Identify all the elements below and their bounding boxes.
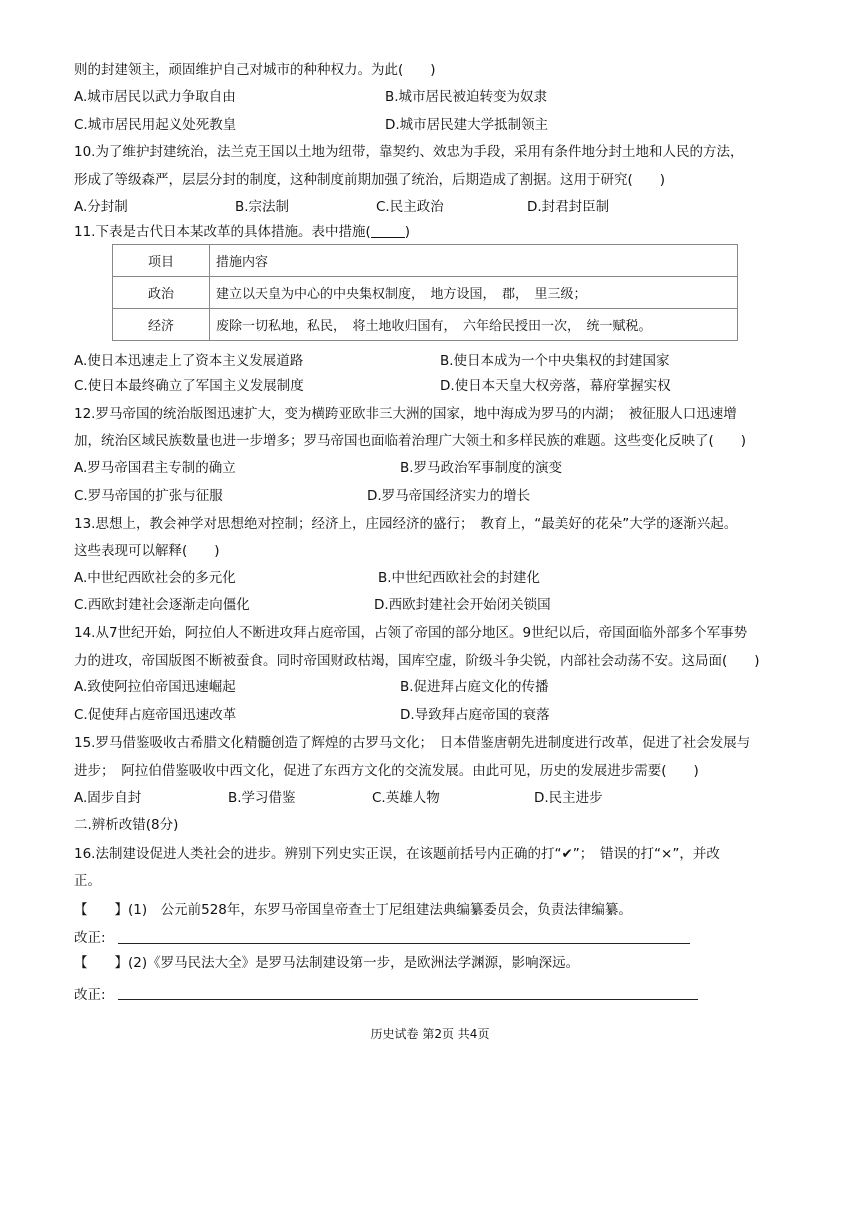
q10-stem-line2: 形成了等级森严，层层分封的制度，这种制度前期加强了统治，后期造成了割据。这用于研究( ): [74, 172, 666, 188]
q10-option-c: C.民主政治: [376, 199, 444, 215]
q13-stem-line2: 这些表现可以解释( ): [74, 543, 220, 559]
q11-stem-close: ): [404, 224, 411, 240]
q13-stem-line1: 13.思想上，教会神学对思想绝对控制；经济上，庄园经济的盛行； 教育上，“最美好的花朵”大学的逐渐兴起。: [74, 516, 738, 532]
q13-option-b: B.中世纪西欧社会的封建化: [378, 570, 541, 586]
q14-option-c: C.促使拜占庭帝国迅速改革: [74, 707, 237, 723]
q10-option-d: D.封君封臣制: [527, 199, 610, 215]
q16-correction-label-1: 改正:: [74, 930, 106, 946]
q11-option-d: D.使日本天皇大权旁落，幕府掌握实权: [440, 378, 671, 394]
q12-option-c: C.罗马帝国的扩张与征服: [74, 488, 223, 504]
q14-option-b: B.促进拜占庭文化的传播: [400, 679, 549, 695]
page-footer: 历史试卷 第2页 共4页: [370, 1027, 490, 1041]
table-header-cell: 项目: [113, 245, 210, 277]
q11-stem-text: 11.下表是古代日本某改革的具体措施。表中措施(: [74, 224, 371, 240]
q16-stem-line1: 16.法制建设促进人类社会的进步。辨别下列史实正误，在该题前括号内正确的打“✔”； 错误的打“×”，并改: [74, 846, 720, 862]
q10-option-b: B.宗法制: [235, 199, 290, 215]
q12-option-a: A.罗马帝国君主专制的确立: [74, 460, 236, 476]
q13-option-a: A.中世纪西欧社会的多元化: [74, 570, 236, 586]
q10-option-a: A.分封制: [74, 199, 128, 215]
q11-answer-blank: [371, 223, 405, 238]
q16-correction-label-2: 改正:: [74, 987, 106, 1003]
q11-option-b: B.使日本成为一个中央集权的封建国家: [440, 353, 670, 369]
q11-option-a: A.使日本迅速走上了资本主义发展道路: [74, 353, 304, 369]
q9-option-c: C.城市居民用起义处死教皇: [74, 117, 237, 133]
q15-option-d: D.民主进步: [534, 790, 603, 806]
q15-stem-line1: 15.罗马借鉴吸收古希腊文化精髓创造了辉煌的古罗马文化； 日本借鉴唐朝先进制度进行改革，促进了社会发展与: [74, 735, 751, 751]
q14-option-a: A.致使阿拉伯帝国迅速崛起: [74, 679, 236, 695]
q12-stem-line2: 加，统治区域民族数量也进一步增多；罗马帝国也面临着治理广大领土和多样民族的难题。这些变化反映了( ): [74, 433, 747, 449]
q14-stem-line2: 力的进攻，帝国版图不断被蚕食。同时帝国财政枯竭，国库空虚，阶级斗争尖锐，内部社会动荡不安。这局面( ): [74, 653, 760, 669]
q16-stem-line2: 正。: [74, 873, 101, 889]
table-header-row: [113, 245, 738, 277]
q13-option-c: C.西欧封建社会逐渐走向僵化: [74, 597, 250, 613]
table-row: [113, 277, 738, 309]
table-row: [113, 309, 738, 341]
table-header-cell: 措施内容: [210, 245, 738, 277]
table-cell: 经济: [113, 309, 210, 341]
q12-option-b: B.罗马政治军事制度的演变: [400, 460, 563, 476]
correction-answer-line-2[interactable]: [118, 999, 698, 1000]
q15-option-b: B.学习借鉴: [228, 790, 296, 806]
section-title: 二.辨析改错(8分): [74, 817, 179, 833]
q9-stem: 则的封建领主，顽固维护自己对城市的种种权力。为此( ): [74, 62, 436, 78]
q16-item-2: 【 】(2)《罗马民法大全》是罗马法制建设第一步，是欧洲法学渊源，影响深远。: [74, 955, 580, 971]
q13-option-d: D.西欧封建社会开始闭关锁国: [374, 597, 551, 613]
q14-stem-line1: 14.从7世纪开始，阿拉伯人不断进攻拜占庭帝国，占领了帝国的部分地区。9世纪以后，帝国面临外部多个军事势: [74, 625, 748, 641]
table-cell: 建立以天皇为中心的中央集权制度， 地方设国， 郡， 里三级；: [210, 277, 738, 309]
q15-stem-line2: 进步； 阿拉伯借鉴吸收中西文化，促进了东西方文化的交流发展。由此可见，历史的发展进步需要( ): [74, 763, 699, 779]
table-cell: 废除一切私地，私民， 将土地收归国有， 六年给民授田一次， 统一赋税。: [210, 309, 738, 341]
q11-stem: [74, 222, 410, 242]
q12-stem-line1: 12.罗马帝国的统治版图迅速扩大，变为横跨亚欧非三大洲的国家，地中海成为罗马的内湖； 被征服人口迅速增: [74, 406, 737, 422]
q10-stem-line1: 10.为了维护封建统治，法兰克王国以土地为纽带，靠契约、效忠为手段，采用有条件地分封土地和人民的方法，: [74, 144, 744, 160]
q11-option-c: C.使日本最终确立了军国主义发展制度: [74, 378, 304, 394]
q16-item-1: 【 】(1) 公元前528年，东罗马帝国皇帝查士丁尼组建法典编纂委员会，负责法律编纂。: [74, 902, 632, 918]
q15-option-c: C.英雄人物: [372, 790, 440, 806]
q9-option-a: A.城市居民以武力争取自由: [74, 89, 236, 105]
q14-option-d: D.导致拜占庭帝国的衰落: [400, 707, 550, 723]
correction-answer-line-1[interactable]: [118, 943, 690, 944]
reform-measures-table: [112, 244, 738, 341]
q12-option-d: D.罗马帝国经济实力的增长: [367, 488, 531, 504]
q9-option-b: B.城市居民被迫转变为奴隶: [385, 89, 548, 105]
q9-option-d: D.城市居民建大学抵制领主: [385, 117, 549, 133]
q15-option-a: A.固步自封: [74, 790, 142, 806]
table-cell: 政治: [113, 277, 210, 309]
